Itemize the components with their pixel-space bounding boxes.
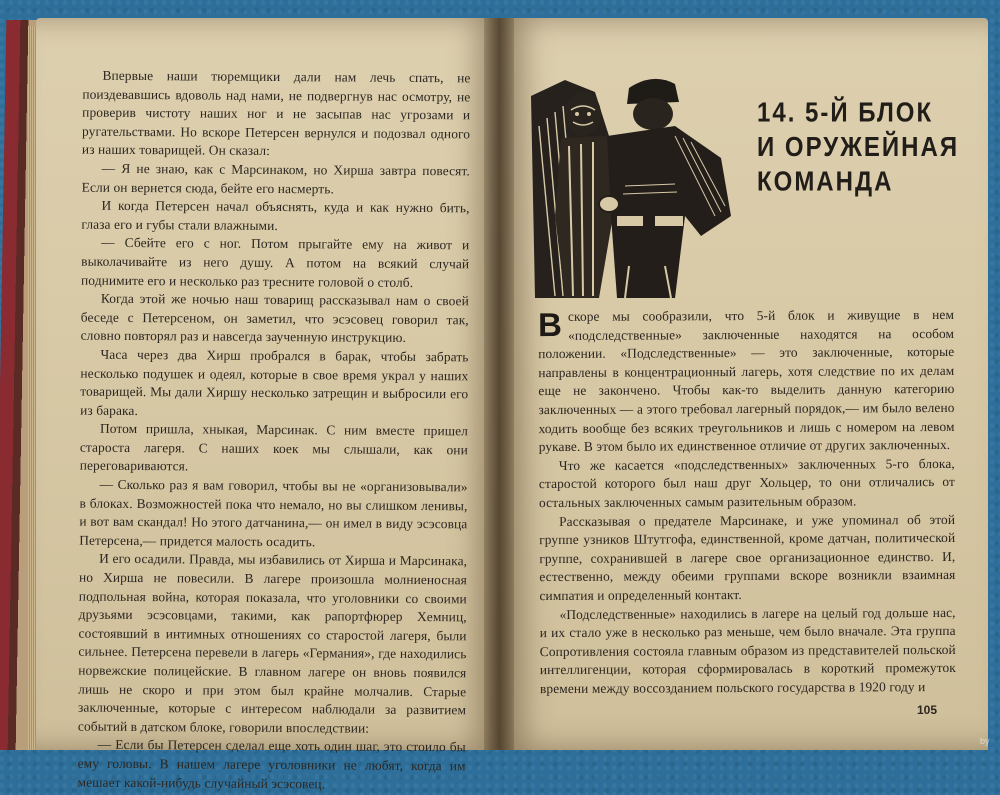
paragraph: И когда Петерсен начал объяснять, куда и как нужно бить, глаза его и губы стали влажными.: [81, 197, 470, 233]
chapter-illustration: [525, 66, 739, 298]
watermark: by: [980, 736, 990, 746]
right-page-text: [538, 306, 956, 699]
paragraph: — Сбейте его с ног. Потом прыгайте ему на живот и выколачивайте из него душу. А потом на всякий случай поднимите его и несколько раз тресните головой о столб.: [80, 235, 470, 290]
chapter-title-line: 14. 5-Й БЛОК: [757, 97, 934, 129]
paragraph: Что же касается «подследственных» заключенных 5-го блока, старостой которого был наш друг Хольцер, то они отличались от остальных заключенных самым разительным образом.: [538, 455, 955, 511]
paragraph: Когда этой же ночью наш товарищ рассказывал нам о своей беседе с Петерсеном, он заметил, что эсэсовец говорил так, словно повторял раз и навсегда заученную инструкцию.: [80, 290, 469, 346]
first-paragraph-text: скоре мы сообразили, что 5-й блок и живущие в нем «подследственные» заключенные находятся на особом положении. «Подследственные» — это заключенные, которые направлены в концентрационный лагерь, хотя следствие по их делам еще не закончено. Чтобы как-то выделить данную категорию заключенных — а этого требовал лагерный порядок,— им было велено ходить вообще без всяких треугольников и лишь с номером на левом рукаве. В этом было их единственное отличие от других заключенных.: [538, 306, 955, 455]
first-paragraph: [538, 306, 955, 457]
left-page-text: [77, 67, 470, 795]
chapter-title-line: И ОРУЖЕЙНАЯ: [757, 131, 960, 163]
right-page: [499, 18, 988, 750]
chapter-title: [757, 96, 960, 200]
paragraph: Впервые наши тюремщики дали нам лечь спать, не поиздевавшись вдоволь над нами, не подвергнув нас осмотру, не проверив чистоту наших ног и не засыпав нас угрозами и ругательствами. Но вскоре Петерсен вернулся и подозвал одного из наших товарищей. Он сказал:: [81, 67, 471, 159]
open-book: [36, 18, 988, 791]
paragraph: «Подследственные» находились в лагере на целый год дольше нас, и их стало уже в несколько раз меньше, чем было вначале. Эта группа Сопротивления состояла главным образом из представителей польской интеллигенции, которая сформировалась в короткий промежуток времени между воссозданием польского государства в 1920 году и: [539, 604, 956, 696]
paragraph: — Если бы Петерсен сделал еще хоть один шаг, это стоило бы ему головы. В нашем лагере уголовники не любят, когда им мешает какой-нибудь случайный эсэсовец.: [77, 737, 466, 791]
paragraph: Часа через два Хирш пробрался в барак, чтобы забрать несколько подушек и одеял, которые в свое время украл у наших товарищей. Мы дали Хиршу несколько затрещин и выбросили его из барака.: [80, 346, 469, 418]
left-page: [36, 18, 499, 791]
paragraph: — Я не знаю, как с Марсинаком, но Хирша завтра повесят. Если он вернется сюда, бейте его насмерть.: [81, 160, 470, 196]
paragraph: И его осадили. Правда, мы избавились от Хирша и Марсинака, но Хирша не повесили. В лагере произошла молниеносная подпольная война, которая показала, что уголовники со своими друзьями эсэсовцами, такими, как рапортфюрер Хемниц, состоявший в интимных отношениях со старостой лагеря, были сильнее. Петерсена перевели в лагерь «Германия», где находились норвежские полицейские. В главном лагере он вновь появился лишь не скоро и при этом был крайне молчалив. Старые заключенные, которые с интересом наблюдали за развитием событий в датском блоке, говорили впоследствии:: [77, 551, 468, 736]
paragraph: — Сколько раз я вам говорил, чтобы вы не «организовывали» в блоках. Возможностей пока что немало, но вы слишком ленивы, и вот вам скандал! Но этого датчанина,— он имел в виду эсэсовца Петерсена,— придется малость осадить.: [79, 476, 468, 550]
paragraph: Рассказывая о предателе Марсинаке, и уже упоминал об этой группе узников Штутгофа, единственной, кроме датчан, политической группе, сохранившей в лагере свое организационное единство. И, естественно, между обеими группами вскоре возникли взаимная симпатия и определенный контакт.: [539, 511, 956, 603]
paragraph: Потом пришла, хныкая, Марсинак. С ним вместе пришел староста лагеря. С наших коек мы слышали, как они переговариваются.: [79, 421, 469, 474]
drop-cap: В: [537, 305, 563, 344]
page-number: 105: [917, 703, 938, 717]
chapter-title-line: КОМАНДА: [757, 166, 894, 198]
